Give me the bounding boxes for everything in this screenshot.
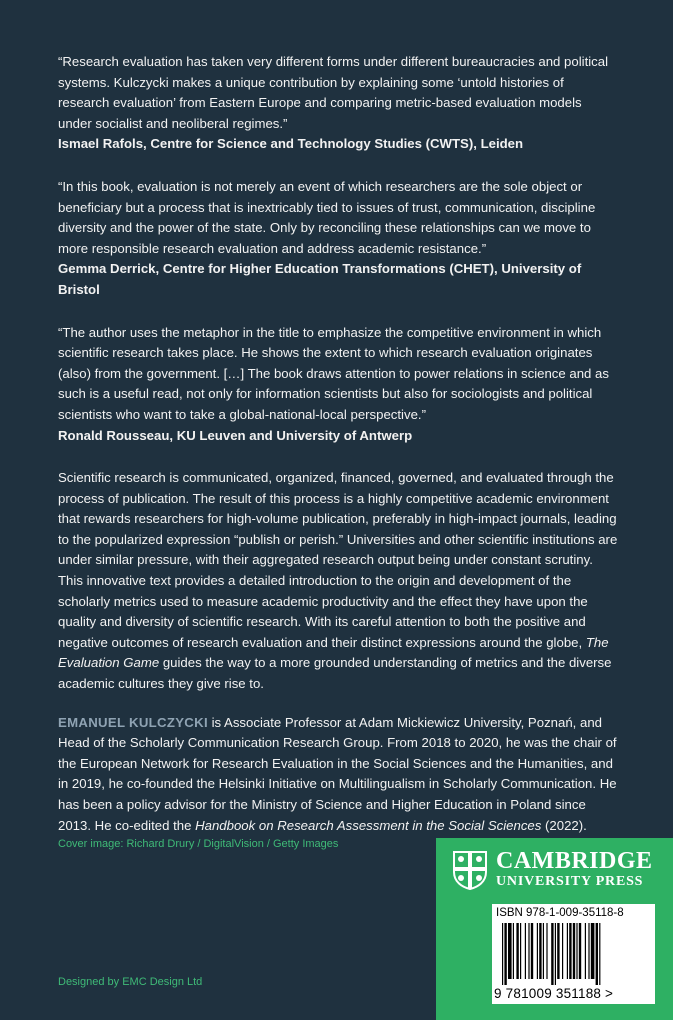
cover-image-credit: Cover image: Richard Drury / DigitalVision / Getty Images [58,838,339,850]
barcode-icon [502,923,645,985]
bio-text: is Associate Professor at Adam Mickiewicz University, Poznań, and Head of the Scholarly Communication Research Group. From 2018 to 2020, he was the chair of the European Network for Research Evaluation in the Social Sciences and the Humanities, and in 2019, he co-founded the Helsinki Initiative on Multilingualism in Scholarly Communication. He has been a policy advisor for the Ministry of Science and Higher Education in Poland since 2013. He co-edited the [58,714,617,833]
cambridge-shield-icon [452,850,488,890]
publisher-subname: UNIVERSITY PRESS [496,874,644,889]
bio-text: (2022). [541,817,587,833]
design-credit: Designed by EMC Design Ltd [58,976,203,988]
quote-text: “In this book, evaluation is not merely an event of which researchers are the sole object or beneficiary but a process that is inextricably tied to issues of trust, communication, discipline diversity and the power of the state. Only by reconciling these relationships can we move to more responsible research evaluation and address academic resistance.” [58,178,596,256]
description-text: guides the way to a more grounded understanding of metrics and the diverse academic cultures they give rise to. [58,655,612,692]
book-description [58,468,618,695]
author-name: EMANUEL KULCZYCKI [58,714,208,730]
description-text: Scientific research is communicated, organized, financed, governed, and evaluated through the process of publication. The result of this process is a highly competitive academic environment that rewards researchers for high-volume publication, preferably in high-impact journals, leading to the popularized expression “publish or perish.” Universities and other scientific institutions are under similar pressure, with their aggregated research output being under constant scrutiny. This innovative text provides a detailed introduction to the origin and development of the scholarly metrics used to measure academic productivity and the effect they have upon the quality and diversity of scientific research. With its careful attention to both the positive and negative outcomes of research evaluation and their distinct expressions around the globe, [58,470,618,650]
quote-attribution: Gemma Derrick, Centre for Higher Education Transformations (CHET), University of Bristol [58,261,582,297]
book-title: The Evaluation Game [58,634,609,671]
quote-attribution: Ronald Rousseau, KU Leuven and University of Antwerp [58,427,413,443]
quote-text: “Research evaluation has taken very different forms under different bureaucracies and political systems. Kulczycki makes a unique contribution by explaining some ‘untold histories of research evaluation’ from Eastern Europe and comparing metric-based evaluation models under socialist and neoliberal regimes.” [58,54,609,131]
isbn-barcode [492,904,655,1004]
barcode-digits: 9 781009 351188 > [494,986,614,1001]
publisher-name: CAMBRIDGE [496,848,653,874]
back-cover-text [58,52,618,836]
quote-text: “The author uses the metaphor in the title to emphasize the competitive environment in which scientific research takes place. He shows the extent to which research evaluation originates (also) from the government. […] The book draws attention to power relations in science and as such is a useful read, not only for information scientists but also for sociologists and political scientists who want to take a global-national-local perspective.” [58,324,609,422]
isbn-label: ISBN 978-1-009-35118-8 [496,907,624,919]
quote-attribution: Ismael Rafols, Centre for Science and Technology Studies (CWTS), Leiden [58,136,524,152]
author-bio [58,713,618,837]
handbook-title: Handbook on Research Assessment in the Social Sciences [195,817,542,833]
publisher-block [436,838,673,1020]
